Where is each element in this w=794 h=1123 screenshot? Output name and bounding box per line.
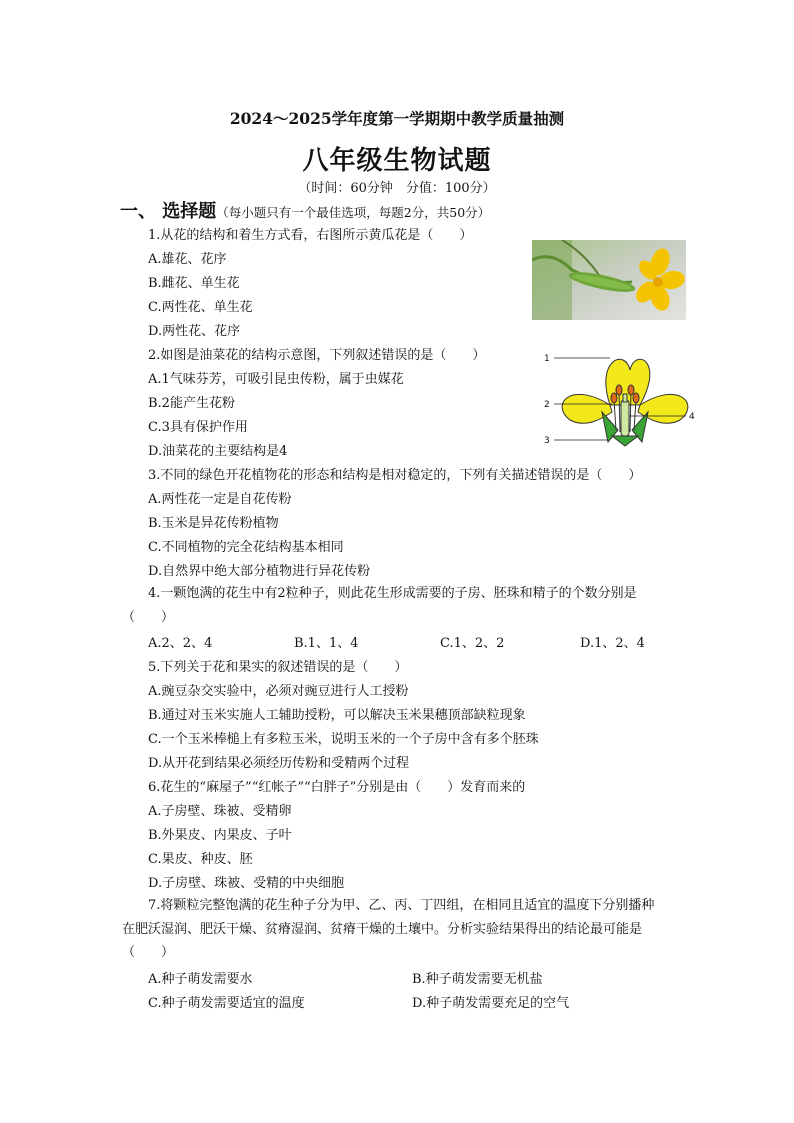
label-4: 4	[689, 412, 695, 422]
subject-title: 八年级生物试题	[302, 146, 492, 176]
section-note: （每小题只有一个最佳选项，每题2分，共50分）	[216, 205, 491, 220]
q2-option-b: B.2能产生花粉	[148, 396, 235, 411]
question-7-stem: 7.将颗粒完整饱满的花生种子分为甲、乙、丙、丁四组，在相同且适宜的温度下分别播种在肥沃湿润、肥沃干燥、贫瘠湿润、贫瘠干燥的土壤中。分析实验结果得出的结论最可能是（ ）	[122, 898, 655, 960]
q7-option-d: D.种子萌发需要充足的空气	[412, 996, 570, 1011]
q6-option-b: B.外果皮、内果皮、子叶	[148, 828, 292, 843]
cucumber-flower-photo	[532, 240, 686, 320]
q1-option-d: D.两性花、花序	[148, 324, 241, 339]
q2-option-d: D.油菜花的主要结构是4	[148, 444, 288, 459]
q1-option-a: A.雄花、花序	[148, 252, 227, 267]
label-3: 3	[544, 436, 550, 446]
q3-option-a: A.两性花一定是自花传粉	[148, 492, 292, 507]
label-2: 2	[544, 400, 550, 410]
question-1-stem: 1.从花的结构和着生方式看，右图所示黄瓜花是（ ）	[148, 228, 473, 243]
q4-option-a: A.2、2、4	[148, 636, 213, 651]
q6-option-c: C.果皮、种皮、胚	[148, 852, 253, 867]
q7-option-a: A.种子萌发需要水	[148, 972, 253, 987]
question-2-stem: 2.如图是油菜花的结构示意图，下列叙述错误的是（ ）	[148, 348, 486, 363]
exam-title: 2024～2025学年度第一学期期中教学质量抽测	[229, 109, 565, 128]
q4-option-d: D.1、2、4	[580, 636, 645, 651]
q3-option-d: D.自然界中绝大部分植物进行异花传粉	[148, 564, 371, 579]
q1-option-c: C.两性花、单生花	[148, 300, 253, 315]
question-6-stem: 6.花生的“麻屋子”“红帐子”“白胖子”分别是由（ ）发育而来的	[148, 780, 526, 795]
q6-option-d: D.子房壁、珠被、受精的中央细胞	[148, 876, 345, 891]
question-3-stem: 3.不同的绿色开花植物花的形态和结构是相对稳定的，下列有关描述错误的是（ ）	[148, 468, 642, 483]
rapeseed-flower-diagram	[540, 350, 700, 450]
q4-option-c: C.1、2、2	[440, 636, 505, 651]
q5-option-b: B.通过对玉米实施人工辅助授粉，可以解决玉米果穗顶部缺粒现象	[148, 708, 526, 723]
label-1: 1	[544, 354, 550, 364]
q5-option-a: A.豌豆杂交实验中，必须对豌豆进行人工授粉	[148, 684, 409, 699]
q3-option-c: C.不同植物的完全花结构基本相同	[148, 540, 344, 555]
q7-option-b: B.种子萌发需要无机盐	[412, 972, 543, 987]
q4-option-b: B.1、1、4	[294, 636, 359, 651]
section-heading	[120, 197, 490, 223]
q7-option-c: C.种子萌发需要适宜的温度	[148, 996, 305, 1011]
q6-option-a: A.子房壁、珠被、受精卵	[148, 804, 292, 819]
question-5-stem: 5.下列关于花和果实的叙述错误的是（ ）	[148, 660, 408, 675]
q2-option-c: C.3具有保护作用	[148, 420, 248, 435]
q5-option-c: C.一个玉米棒槌上有多粒玉米，说明玉米的一个子房中含有多个胚珠	[148, 732, 539, 747]
question-4-stem: 4.一颗饱满的花生中有2粒种子，则此花生形成需要的子房、胚珠和精子的个数分别是（ ）	[122, 586, 637, 625]
time-score: （时间：60分钟 分值：100分）	[298, 181, 496, 196]
q3-option-b: B.玉米是异花传粉植物	[148, 516, 279, 531]
q2-option-a: A.1气味芬芳，可吸引昆虫传粉，属于虫媒花	[148, 372, 404, 387]
q1-option-b: B.雌花、单生花	[148, 276, 240, 291]
q5-option-d: D.从开花到结果必须经历传粉和受精两个过程	[148, 756, 410, 771]
section-title: 一、 选择题	[120, 201, 217, 222]
